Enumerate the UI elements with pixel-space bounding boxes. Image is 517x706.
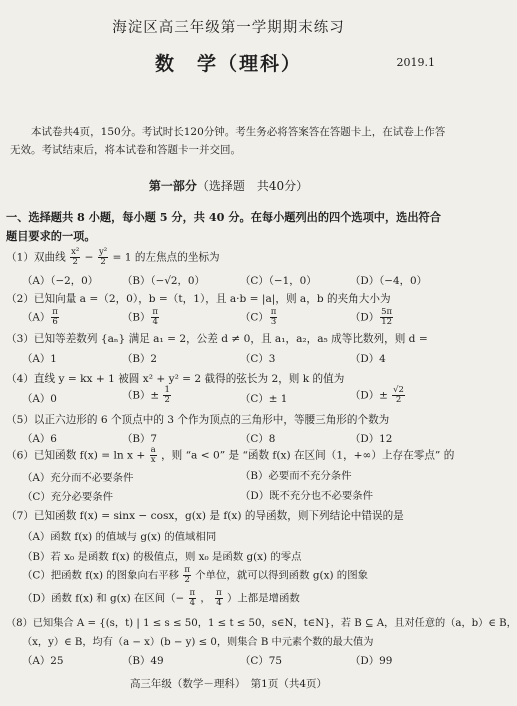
part-heading (0, 177, 457, 194)
q7-d-fraction-1 (189, 589, 197, 608)
q2-d-label: （D） (350, 311, 380, 324)
q1-f1-den: 2 (72, 257, 78, 267)
q2-a-num: π (52, 307, 58, 317)
q1-option-b: （B）（−√2，0） (122, 275, 205, 287)
q1-option-c: （C）（−1，0） (240, 275, 317, 287)
q7-c-prefix: （C）把函数 f(x) 的图象向右平移 (22, 569, 180, 582)
q4-d-fraction (392, 386, 405, 405)
q4-b-label: （B）± (122, 389, 163, 402)
q2-d-fraction (380, 308, 393, 327)
q1-f2-den: 2 (100, 257, 106, 267)
q2-d-num: 5π (381, 307, 393, 317)
question-8-line-2: （x，y）∈ B，均有（a − x）(b − y) ≤ 0，则集合 B 中元素个数的最大值为 (22, 637, 374, 648)
q1-option-a: （A）（−2，0） (22, 275, 99, 287)
q6-option-b: （B）必要而不充分条件 (240, 470, 352, 482)
q2-option-c (240, 308, 278, 327)
q8-option-d: （D）99 (350, 655, 393, 667)
q5-option-c: （C）8 (240, 433, 276, 445)
q3-option-b: （B）2 (122, 353, 158, 365)
q7-d-den1: 4 (189, 598, 196, 608)
q7-option-d (22, 589, 300, 608)
q2-option-b (122, 308, 160, 327)
q1-option-d: （D）（−4，0） (350, 275, 428, 287)
q7-d-num2: π (216, 588, 222, 598)
q1-f1-num: x² (71, 247, 80, 257)
part-subtitle: （选择题 共40分） (196, 179, 309, 193)
q6-suffix: ，则 “a < 0” 是 “函数 f(x) 在区间（1，+∞）上存在零点” 的 (161, 449, 455, 462)
question-7: （7）已知函数 f(x) = sinx − cosx，g(x) 是 f(x) 的导函数，则下列结论中错误的是 (6, 510, 404, 522)
q2-c-label: （C） (240, 311, 269, 324)
q1-suffix: = 1 的左焦点的坐标为 (112, 251, 220, 264)
q1-fraction-2 (98, 248, 108, 267)
q2-b-label: （B） (122, 311, 151, 324)
q2-a-fraction (51, 308, 59, 327)
q2-c-fraction (270, 308, 278, 327)
question-2: （2）已知向量 a =（2，0），b =（t，1），且 a·b = |a|，则 a，b 的夹角大小为 (6, 293, 391, 305)
q4-option-a: （A）0 (22, 393, 57, 405)
q5-option-d: （D）12 (350, 433, 393, 445)
subject-title: 数 学（理科） (154, 53, 302, 75)
question-1 (6, 248, 220, 267)
q7-option-b: （B）若 x₀ 是函数 f(x) 的极值点，则 x₀ 是函数 g(x) 的零点 (22, 551, 302, 563)
q6-fraction (150, 446, 157, 465)
question-4: （4）直线 y = kx + 1 被圆 x² + y² = 2 截得的弦长为 2，则 k 的值为 (6, 373, 345, 385)
q1-prefix: （1）双曲线 (6, 251, 66, 264)
q7-d-prefix: （D）函数 f(x) 和 g(x) 在区间（− (22, 592, 185, 605)
question-6 (6, 446, 454, 465)
q6-option-d: （D）既不充分也不必要条件 (240, 490, 374, 502)
q7-d-num1: π (189, 588, 196, 598)
q4-d-den: 2 (395, 395, 402, 405)
q1-fraction-1 (70, 248, 80, 267)
q7-d-comma: ， (200, 592, 211, 605)
part-title: 第一部分 (148, 179, 197, 193)
q4-b-fraction (163, 386, 170, 405)
q4-b-num: 1 (164, 385, 170, 395)
instructions: 本试卷共4页，150分。考试时长120分钟。考生务必将答案答在答题卡上，在试卷上作答无效。考试结束后，将本试卷和答题卡一并交回。 (10, 126, 446, 156)
q3-option-c: （C）3 (240, 353, 276, 365)
q4-b-den: 2 (164, 395, 170, 405)
q1-f2-num: y² (98, 247, 108, 257)
q5-option-a: （A）6 (22, 433, 57, 445)
page-footer: 高三年级（数学－理科） 第1页（共4页） (129, 678, 328, 690)
q4-d-num: √2 (393, 385, 404, 395)
q7-option-c (22, 566, 368, 585)
q2-c-den: 3 (270, 317, 277, 327)
q2-d-den: 12 (381, 317, 393, 327)
q7-c-suffix: 个单位，就可以得到函数 g(x) 的图象 (195, 569, 368, 582)
exam-title: 海淀区高三年级第一学期期末练习 (112, 20, 345, 36)
q7-d-den2: 4 (216, 598, 222, 608)
q8-option-a: （A）25 (22, 655, 64, 667)
q2-option-d (350, 308, 394, 327)
q2-option-a (22, 308, 60, 327)
q2-a-label: （A） (22, 311, 51, 324)
q2-c-num: π (270, 307, 277, 317)
exam-date: 2019.1 (396, 56, 435, 69)
q2-a-den: 6 (52, 317, 58, 327)
q7-c-fraction (183, 566, 191, 585)
q6-f-num: a (150, 445, 156, 455)
question-3: （3）已知等差数列 {aₙ} 满足 a₁ = 2，公差 d ≠ 0，且 a₁，a₂，a₅ 成等比数列，则 d = (6, 333, 428, 345)
question-8-line-1: （8）已知集合 A = {(s，t) | 1 ≤ s ≤ 50，1 ≤ t ≤ 50，s∈N，t∈N}，若 B ⊆ A，且对任意的（a，b）∈ B， (6, 618, 517, 629)
q3-option-a: （A）1 (22, 353, 57, 365)
q4-option-d (350, 386, 406, 405)
q4-option-c: （C）± 1 (240, 393, 288, 405)
section-heading: 一、选择题共 8 小题，每小题 5 分，共 40 分。在每小题列出的四个选项中，选出符合题目要求的一项。 (6, 210, 441, 243)
q7-d-fraction-2 (215, 589, 223, 608)
q6-option-a: （A）充分而不必要条件 (22, 472, 134, 484)
q7-d-suffix: ）上都是增函数 (227, 592, 300, 605)
q1-minus: − (84, 251, 94, 264)
q2-b-den: 4 (152, 317, 158, 327)
q7-c-den: 2 (184, 575, 190, 585)
q6-option-c: （C）充分必要条件 (22, 491, 114, 503)
q5-option-b: （B）7 (122, 433, 158, 445)
q8-option-c: （C）75 (240, 655, 282, 667)
q6-prefix: （6）已知函数 f(x) = ln x + (6, 449, 146, 462)
q7-option-a: （A）函数 f(x) 的值域与 g(x) 的值域相同 (22, 531, 217, 543)
q2-b-fraction (151, 308, 159, 327)
q6-f-den: x (150, 455, 156, 465)
q4-d-label: （D）± (350, 389, 392, 402)
question-5: （5）以正六边形的 6 个顶点中的 3 个作为顶点的三角形中，等腰三角形的个数为 (6, 414, 390, 426)
q2-b-num: π (152, 307, 159, 317)
q3-option-d: （D）4 (350, 353, 386, 365)
q7-c-num: π (184, 565, 190, 575)
q8-option-b: （B）49 (122, 655, 164, 667)
q4-option-b (122, 386, 172, 405)
